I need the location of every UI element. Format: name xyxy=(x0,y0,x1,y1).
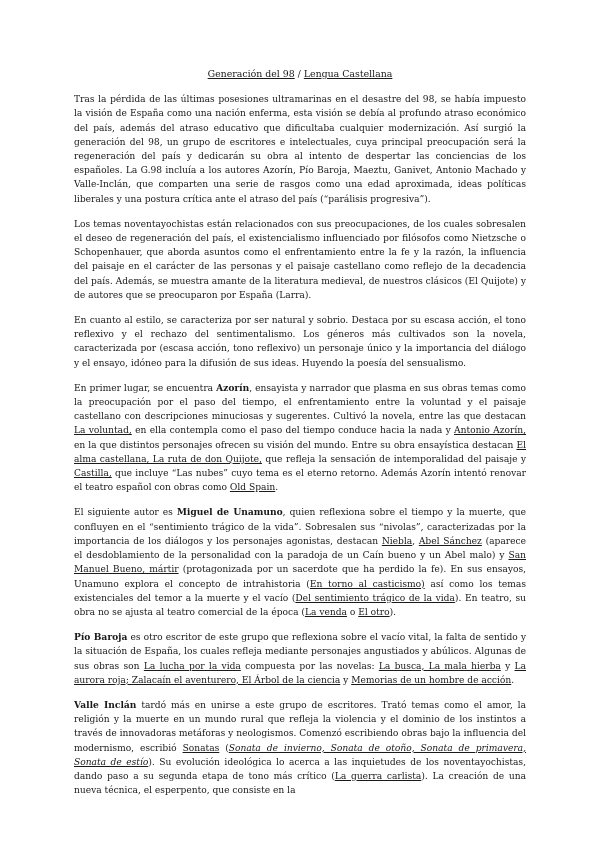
work-title: Del sentimiento trágico de la vida xyxy=(295,593,455,604)
work-title: La aurora roja; Zalacaín el aventurero, El Árbol de la ciencia xyxy=(74,661,527,686)
text-run: en la que distintos personajes ofrecen su visión del mundo. Entre su obra ensayística destacan xyxy=(74,440,517,451)
work-title: Sonatas xyxy=(182,743,220,754)
work-title: La venda xyxy=(304,607,347,618)
work-title: Antonio Azorín, xyxy=(454,426,526,437)
work-title: El otro xyxy=(358,607,390,618)
text-run: o xyxy=(346,607,359,618)
text-run: ). xyxy=(389,607,397,618)
work-title: La lucha por la vida xyxy=(143,661,241,672)
paragraph-themes: Los temas noventayochistas están relacionados con sus preocupaciones, de los cuales sobresalen el deseo de regeneración del país, el existencialismo influenciado por filósofos como Nietzsche o Schopenhauer, que aborda asuntos como el enfrentamiento entre la fe y la razón, la influencia del paisaje en el carácter de las personas y el paisaje castellano como reflejo de la decadencia del país. Además, se muestra amante de la literatura medieval, de nuestros clásicos (El Quijote) y de autores que se preocuparon por España (Larra). xyxy=(74,219,526,301)
author-name-azorin: Azorín xyxy=(216,382,250,394)
text-run: compuesta por las novelas: xyxy=(240,661,379,672)
text-run: (aparece el desdoblamiento de la personalidad con la paradoja de un Caín bueno y un Abel malo) y xyxy=(74,536,526,562)
work-title: Sonata de invierno, Sonata de otoño, Sonata de primavera, Sonata de estío xyxy=(74,743,526,768)
author-name-valle-inclan: Valle Inclán xyxy=(74,699,137,711)
text-run: En primer lugar, se encuentra xyxy=(74,383,217,394)
text-run: , ensayista y narrador que plasma en sus obras temas como la preocupación por el paso del tiempo, el enfrentamiento entre la voluntad y el paisaje castellano con descripciones minuciosas y sugerentes. Cultivó la novela, entre las que destacan xyxy=(74,383,526,423)
author-name-baroja: Pío Baroja xyxy=(74,632,128,644)
author-name-unamuno: Miguel de Unamuno xyxy=(176,507,283,519)
paragraph-style: En cuanto al estilo, se caracteriza por ser natural y sobrio. Destaca por su escasa acción, el tono reflexivo y el rechazo del sentimentalismo. Los géneros más cultivados son la novela, caracterizada por (escasa acción, tono reflexivo) un personaje único y la importancia del diálogo y el ensayo, idóneo para la difusión de sus ideas. Huyendo la poesía del sensualismo. xyxy=(74,316,526,369)
text-run: (protagonizada por un sacerdote que ha perdido la fe). En sus ensayos, Unamuno explora el concepto de intrahistoria ( xyxy=(74,565,526,590)
text-run: y xyxy=(500,661,515,672)
text-run: ). Su evolución ideológica lo acerca a las inquietudes de los noventayochistas, dando paso a su segunda etapa de tono más crítico ( xyxy=(74,757,526,782)
text-run: ( xyxy=(219,743,229,754)
title-generation: Generación del 98 xyxy=(207,69,295,80)
text-run: . xyxy=(511,675,515,686)
text-run: ). En teatro, su obra no se ajusta al teatro comercial de la época ( xyxy=(74,593,526,618)
text-run: tardó más en unirse a este grupo de escritores. Trató temas como el amor, la religión y la muerte en un mundo rural que refleja la violencia y el dominio de los instintos a través de innovadoras metáforas y neologismos. Comenzó escribiendo obras bajo la influencia del modernismo, escribió xyxy=(74,700,526,754)
text-run: así como los temas existenciales del temor a la muerte y el vacío ( xyxy=(74,579,526,604)
text-run: , xyxy=(412,536,419,547)
work-title: El alma castellana, La ruta de don Quijote, xyxy=(74,440,526,465)
work-title: Old Spain xyxy=(229,483,276,494)
title-separator: / xyxy=(294,69,304,80)
text-run: ). La creación de una nueva técnica, el esperpento, que consiste en la xyxy=(74,771,527,797)
text-run: y xyxy=(340,675,352,686)
work-title: San Manuel Bueno, mártir xyxy=(74,551,526,576)
text-run: que refleja la sensación de intemporalidad del paisaje y xyxy=(261,454,526,465)
title-subject: Lengua Castellana xyxy=(303,69,393,80)
paragraph-valle-inclan xyxy=(74,699,526,798)
text-run: El siguiente autor es xyxy=(74,508,177,519)
text-run: , quien reflexiona sobre el tiempo y la muerte, que confluyen en el “sentimiento trágico de la vida”. Sobresalen sus “nivolas”, caracterizadas por la importancia de los diálogos y los personajes agonistas, destacan xyxy=(74,508,526,547)
work-title: Niebla xyxy=(381,536,413,547)
text-run: que incluye “Las nubes” cuyo tema es el eterno retorno. Además Azorín intentó renovar el teatro español con obras como xyxy=(74,469,526,494)
work-title: En torno al casticismo) xyxy=(309,579,425,590)
work-title: La busca, La mala hierba xyxy=(378,661,501,672)
paragraph-azorin xyxy=(74,382,526,496)
paragraph-unamuno xyxy=(74,506,526,620)
work-title: La guerra carlista xyxy=(334,771,422,782)
work-title: Abel Sánchez xyxy=(418,536,482,547)
work-title: La voluntad, xyxy=(74,426,132,437)
paragraph-intro: Tras la pérdida de las últimas posesiones ultramarinas en el desastre del 98, se había impuesto la visión de España como una nación enferma, esta visión se debía al profundo atraso económico del país, además del atraso educativo que dificultaba cualquier modernización. Así surgió la generación del 98, un grupo de escritores e intelectuales, cuya principal preocupación será la regeneración del país y dedicarán su obra al intento de despertar las conciencias de los españoles. La G.98 incluía a los autores Azorín, Pío Baroja, Maeztu, Ganivet, Antonio Machado y Valle-Inclán, que comparten una serie de rasgos como una edad aproximada, ideas políticas liberales y una postura crítica ante el atraso del país (“parálisis progresiva”). xyxy=(74,95,526,205)
text-run: en ella contempla como el paso del tiempo conduce hacia la nada y xyxy=(131,426,455,437)
paragraph-baroja xyxy=(74,631,526,688)
text-run: . xyxy=(275,483,279,494)
document-title xyxy=(74,68,526,82)
text-run: es otro escritor de este grupo que reflexiona sobre el vacío vital, la falta de sentido y la situación de España, los cuales refleja mediante personajes angustiados y abúlicos. Algunas de sus obras son xyxy=(74,633,526,672)
work-title: Castilla, xyxy=(74,469,112,480)
work-title: Memorias de un hombre de acción xyxy=(351,675,512,686)
